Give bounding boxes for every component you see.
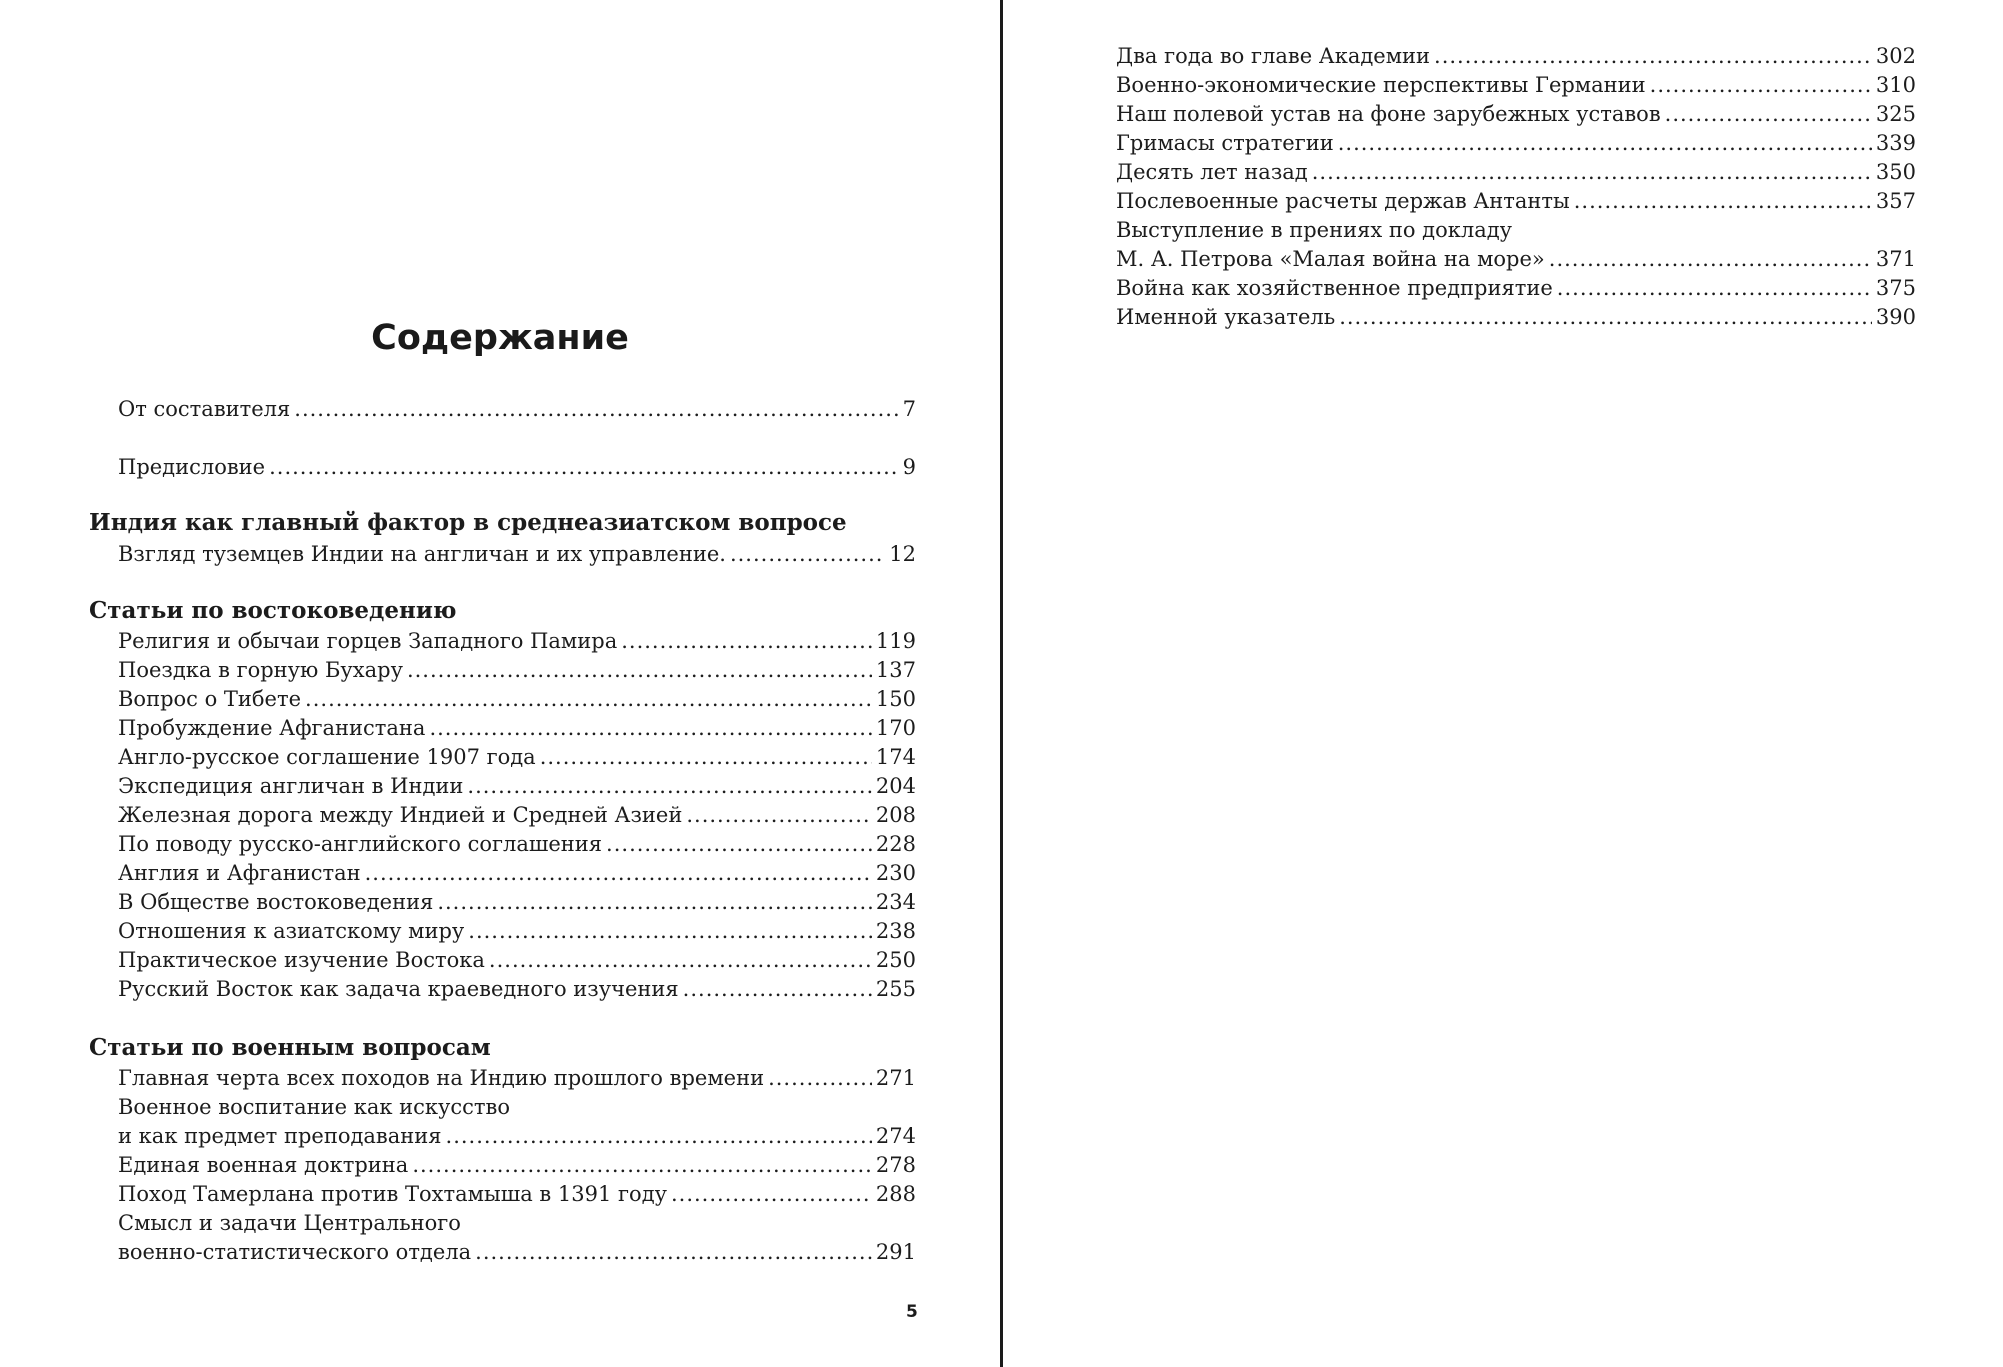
toc-entry-page: 371 — [1875, 247, 1916, 271]
toc-entry-page: 288 — [875, 1182, 916, 1206]
toc-entry-title: Послевоенные расчеты держав Антанты — [1116, 189, 1570, 213]
toc-entry-page: 274 — [875, 1124, 916, 1148]
toc-entry-title: Наш полевой устав на фоне зарубежных уставов — [1116, 102, 1661, 126]
toc-entry-page: 119 — [875, 629, 916, 653]
toc-entry[interactable] — [1116, 274, 1916, 303]
toc-entry[interactable] — [118, 801, 916, 830]
toc-entry-title: От составителя — [118, 397, 291, 421]
toc-entry-title: Два года во главе Академии — [1116, 44, 1431, 68]
dot-leader — [1574, 187, 1872, 216]
toc-entry-page: 228 — [875, 832, 916, 856]
toc-entry[interactable] — [118, 946, 916, 975]
toc-entry-title: Экспедиция англичан в Индии — [118, 774, 464, 798]
toc-entry-title: Пробуждение Афганистана — [118, 716, 426, 740]
toc-entry-title: и как предмет преподавания — [118, 1124, 442, 1148]
dot-leader — [671, 1180, 872, 1209]
toc-entry-title: Железная дорога между Индией и Средней Азией — [118, 803, 683, 827]
toc-entry[interactable] — [118, 975, 916, 1004]
toc-entry-page: 238 — [875, 919, 916, 943]
dot-leader — [1338, 129, 1872, 158]
toc-entry-page: 174 — [875, 745, 916, 769]
toc-entry-title: По поводу русско-английского соглашения — [118, 832, 603, 856]
toc-entry[interactable] — [118, 830, 916, 859]
toc-entry-title: Англо-русское соглашение 1907 года — [118, 745, 536, 769]
dot-leader — [467, 772, 872, 801]
dot-leader — [1549, 245, 1872, 274]
toc-entry[interactable] — [118, 685, 916, 714]
toc-entry-page: 137 — [875, 658, 916, 682]
toc-entry[interactable] — [118, 540, 916, 569]
toc-entry[interactable] — [118, 714, 916, 743]
toc-entry-page: 230 — [875, 861, 916, 885]
dot-leader — [468, 917, 872, 946]
dot-leader — [407, 656, 872, 685]
section-heading: Статьи по востоковедению — [89, 597, 457, 624]
toc-entry-first-line[interactable]: Военное воспитание как искусство — [118, 1095, 510, 1119]
dot-leader — [1434, 42, 1872, 71]
dot-leader — [489, 946, 872, 975]
toc-entry-page: 350 — [1875, 160, 1916, 184]
toc-entry-title: Гримасы стратегии — [1116, 131, 1334, 155]
toc-entry[interactable] — [118, 1180, 916, 1209]
dot-leader — [294, 395, 898, 424]
dot-leader — [446, 1122, 872, 1151]
page-title: Содержание — [371, 318, 629, 358]
toc-entry-first-line[interactable]: Смысл и задачи Центрального — [118, 1211, 461, 1235]
dot-leader — [305, 685, 872, 714]
dot-leader — [768, 1064, 872, 1093]
section-heading: Статьи по военным вопросам — [89, 1034, 491, 1061]
toc-entry[interactable] — [1116, 42, 1916, 71]
toc-entry-title: М. А. Петрова «Малая война на море» — [1116, 247, 1545, 271]
toc-entry-title: Англия и Афганистан — [118, 861, 361, 885]
dot-leader — [437, 888, 872, 917]
dot-leader — [412, 1151, 872, 1180]
toc-entry[interactable] — [118, 888, 916, 917]
toc-entry-page: 7 — [902, 397, 916, 421]
toc-entry-first-line[interactable]: Выступление в прениях по докладу — [1116, 218, 1513, 242]
toc-entry-title: Практическое изучение Востока — [118, 948, 485, 972]
toc-entry-page: 12 — [889, 542, 916, 566]
toc-entry[interactable] — [118, 656, 916, 685]
toc-entry-title: Война как хозяйственное предприятие — [1116, 276, 1553, 300]
dot-leader — [1650, 71, 1872, 100]
toc-entry-title: Предисловие — [118, 455, 266, 479]
toc-entry-title: Именной указатель — [1116, 305, 1336, 329]
toc-entry-page: 170 — [875, 716, 916, 740]
toc-entry-title: Взгляд туземцев Индии на англичан и их управление. — [118, 542, 726, 566]
toc-entry[interactable] — [118, 1151, 916, 1180]
toc-entry[interactable] — [1116, 245, 1916, 274]
toc-entry-page: 234 — [875, 890, 916, 914]
toc-entry-page: 150 — [875, 687, 916, 711]
toc-entry[interactable] — [1116, 303, 1916, 332]
toc-entry-page: 325 — [1875, 102, 1916, 126]
toc-entry-title: Отношения к азиатскому миру — [118, 919, 465, 943]
dot-leader — [475, 1238, 872, 1267]
dot-leader — [730, 540, 885, 569]
toc-entry-page: 278 — [875, 1153, 916, 1177]
toc-entry-page: 255 — [875, 977, 916, 1001]
toc-entry-title: Военно-экономические перспективы Германии — [1116, 73, 1646, 97]
toc-entry-page: 375 — [1875, 276, 1916, 300]
toc-entry[interactable] — [118, 395, 916, 424]
dot-leader — [1557, 274, 1872, 303]
toc-entry[interactable] — [1116, 71, 1916, 100]
toc-entry-title: Главная черта всех походов на Индию прошлого времени — [118, 1066, 765, 1090]
toc-entry-page: 204 — [875, 774, 916, 798]
toc-entry-page: 339 — [1875, 131, 1916, 155]
toc-entry-page: 208 — [875, 803, 916, 827]
toc-entry[interactable] — [1116, 187, 1916, 216]
toc-entry[interactable] — [1116, 100, 1916, 129]
toc-entry[interactable] — [118, 453, 916, 482]
toc-entry-page: 250 — [875, 948, 916, 972]
page-number: 5 — [906, 1302, 918, 1322]
dot-leader — [686, 801, 872, 830]
toc-entry-title: Религия и обычаи горцев Западного Памира — [118, 629, 618, 653]
toc-entry[interactable] — [118, 859, 916, 888]
dot-leader — [429, 714, 871, 743]
dot-leader — [683, 975, 872, 1004]
dot-leader — [1339, 303, 1872, 332]
toc-entry[interactable] — [118, 627, 916, 656]
toc-entry[interactable] — [118, 743, 916, 772]
toc-entry-title: Русский Восток как задача краеведного изучения — [118, 977, 679, 1001]
toc-entry-page: 291 — [875, 1240, 916, 1264]
toc-entry-title: военно-статистического отдела — [118, 1240, 472, 1264]
toc-entry[interactable] — [118, 1122, 916, 1151]
toc-entry[interactable] — [1116, 158, 1916, 187]
toc-entry-page: 9 — [902, 455, 916, 479]
dot-leader — [540, 743, 872, 772]
toc-entry-title: Поездка в горную Бухару — [118, 658, 403, 682]
toc-entry-page: 271 — [875, 1066, 916, 1090]
toc-entry[interactable] — [118, 772, 916, 801]
toc-entry[interactable] — [118, 1064, 916, 1093]
page-divider — [1000, 0, 1003, 1367]
toc-entry[interactable] — [118, 917, 916, 946]
dot-leader — [606, 830, 872, 859]
dot-leader — [1665, 100, 1872, 129]
section-heading: Индия как главный фактор в среднеазиатском вопросе — [89, 509, 847, 536]
toc-entry-page: 310 — [1875, 73, 1916, 97]
dot-leader — [621, 627, 872, 656]
dot-leader — [269, 453, 899, 482]
dot-leader — [365, 859, 872, 888]
left-page — [0, 0, 1000, 1367]
toc-entry-title: Десять лет назад — [1116, 160, 1308, 184]
toc-entry-page: 390 — [1875, 305, 1916, 329]
toc-entry-page: 302 — [1875, 44, 1916, 68]
toc-entry-title: В Обществе востоковедения — [118, 890, 434, 914]
toc-entry-title: Поход Тамерлана против Тохтамыша в 1391 году — [118, 1182, 667, 1206]
toc-entry[interactable] — [1116, 129, 1916, 158]
toc-entry-page: 357 — [1875, 189, 1916, 213]
toc-entry-title: Единая военная доктрина — [118, 1153, 409, 1177]
toc-entry[interactable] — [118, 1238, 916, 1267]
toc-entry-title: Вопрос о Тибете — [118, 687, 302, 711]
dot-leader — [1312, 158, 1872, 187]
